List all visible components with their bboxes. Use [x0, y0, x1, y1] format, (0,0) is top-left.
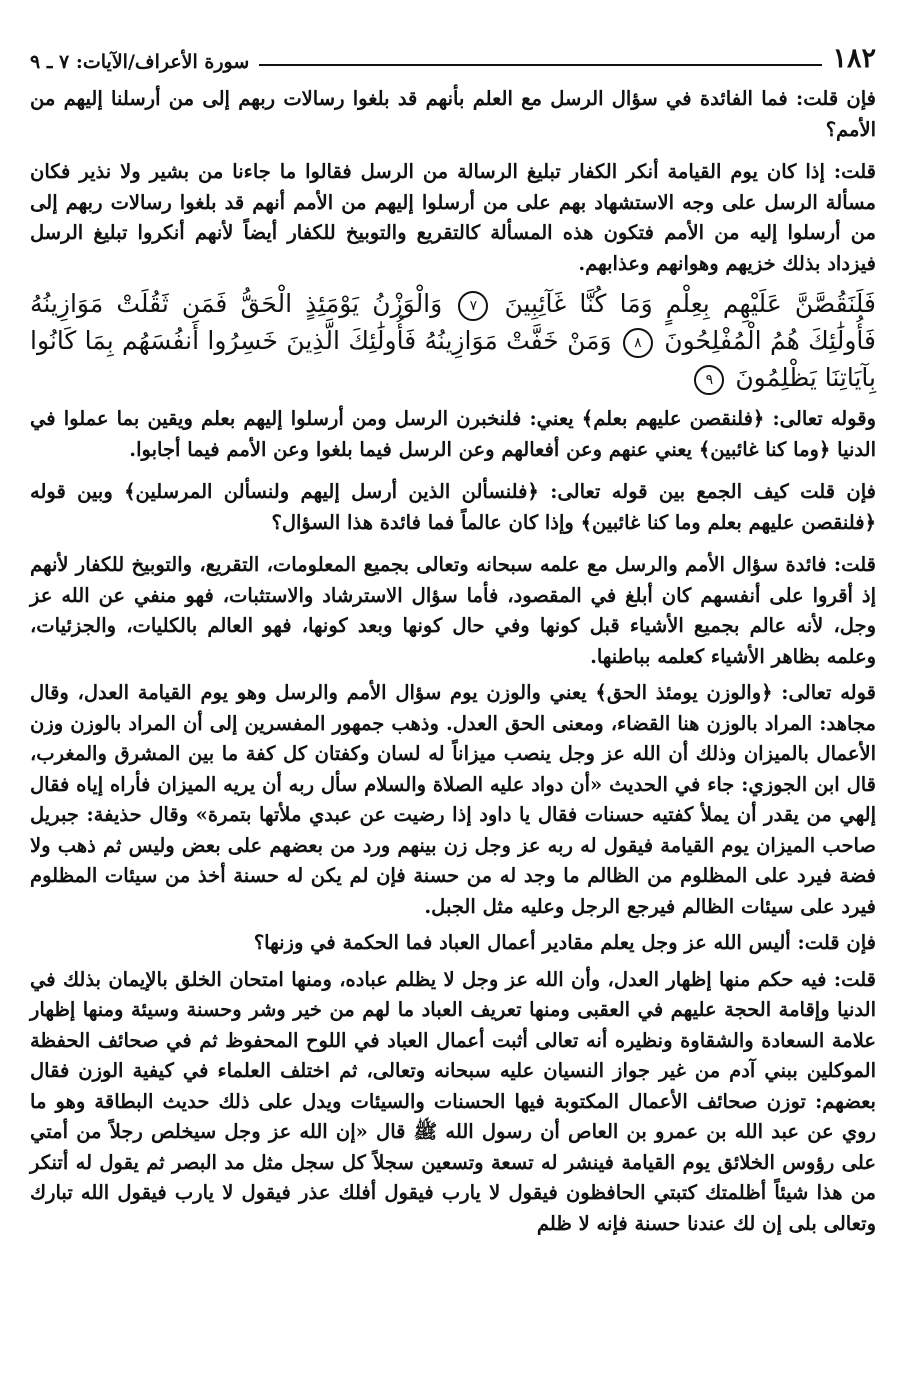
page-number: ١٨٢ [832, 43, 876, 74]
header-rule [259, 64, 822, 66]
verse-text: فَلَنَقُصَّنَّ عَلَيْهِم بِعِلْمٍ وَمَا كُنَّا غَآئِبِينَ [504, 289, 877, 318]
verse-text: وَالْوَزْنُ يَوْمَئِذٍ الْحَقُّ فَمَن ثَقُلَتْ مَوَازِينُهُ فَأُولَٰئِكَ هُمُ الْمُفْلِحُونَ [30, 289, 876, 355]
verse-text: وَمَنْ خَفَّتْ مَوَازِينُهُ فَأُولَٰئِكَ الَّذِينَ خَسِرُوا أَنفُسَهُم بِمَا كَانُوا بِآيَاتِنَا يَظْلِمُونَ [30, 326, 876, 392]
paragraph: فإن قلت كيف الجمع بين قوله تعالى: ﴿فلنسألن الذين أرسل إليهم ولنسألن المرسلين﴾ وبين قوله ﴿فلنقصن عليهم بعلم وما كنا غائبين﴾ وإذا كان عالماً فما فائدة هذا السؤال؟ [30, 480, 876, 534]
paragraph: وقوله تعالى: ﴿فلنقصن عليهم بعلم﴾ يعني: فلنخبرن الرسل ومن أرسلوا إليهم بعلم ويقين بما عملوا في الدنيا ﴿وما كنا غائبين﴾ يعني عنهم وعن أفعالهم وعن الرسل فيما بلغوا وعن الأمم فيما أجابوا. [30, 407, 876, 461]
paragraph: قلت: فيه حكم منها إظهار العدل، وأن الله عز وجل لا يظلم عباده، ومنها امتحان الخلق بالإيمان بذلك في الدنيا وإقامة الحجة عليهم في العقبى ومنها تعريف العباد ما لهم من خير وشر وحسنة وسيئة ومنها إظهار علامة السعادة والشقاوة ونظيره أنه تعالى أثبت أعمال العباد في اللوح المحفوظ ثم في صحائف الحفظة الموكلين ببني آدم من غير جواز النسيان عليه سبحانه وتعالى، ثم اختلف العلماء في كيفية الوزن فقال بعضهم: توزن صحائف الأعمال المكتوبة فيها الحسنات والسيئات ويدل على ذلك حديث البطاقة وهو ما روي عن عبد الله بن عمرو بن العاص أن رسول الله ﷺ قال «إن الله عز وجل سيخلص رجلاً من أمتي على رؤوس الخلائق يوم القيامة فينشر له تسعة وتسعين سجلاً كل سجل مثل مد البصر ثم يقول له أتنكر من هذا شيئاً أظلمتك كتبتي الحافظون فيقول لا يارب فيقول أفلك عذر فيقول لا يارب فيقول الله تبارك وتعالى بلى إن لك عندنا حسنة فإنه لا ظلم [30, 967, 876, 1235]
page-header [30, 38, 876, 72]
paragraph: فإن قلت: أليس الله عز وجل يعلم مقادير أعمال العباد فما الحكمة في وزنها؟ [253, 931, 876, 954]
quran-verse-block [30, 285, 876, 396]
paragraph: قوله تعالى: ﴿والوزن يومئذ الحق﴾ يعني والوزن يوم سؤال الأمم والرسل وهو يوم القيامة العدل، وقال مجاهد: المراد بالوزن هنا القضاء، ومعنى الحق العدل. وذهب جمهور المفسرين إلى أن المراد بالوزن وزن الأعمال بالميزان وذلك أن الله عز وجل ينصب ميزاناً له لسان وكفتان كل كفة ما بين المشرق والمغرب، قال ابن الجوزي: جاء في الحديث «أن دواد عليه الصلاة والسلام سأل ربه أن يريه الميزان فأراه إياه فقال إلهي من يقدر أن يملأ كفتيه حسنات فقال يا داود إذا رضيت عن عبدي ملأتها بتمرة» وقال حذيفة: جبريل صاحب الميزان يوم القيامة فيقول له ربه عز وجل زن بينهم ورد من بعضهم على بعض وليس ثم ذهب ولا فضة فيرد على المظلوم من الظالم ما وجد له من حسنة فإن لم يكن له حسنة أخذ من سيئات المظلوم فيرد على سيئات الظالم فيرجع الرجل وعليه مثل الجبل. [30, 681, 876, 918]
body-text [30, 84, 876, 1239]
running-title: سورة الأعراف/الآيات: ٧ ـ ٩ [30, 51, 250, 73]
verse-number-marker: ٩ [694, 365, 724, 395]
verse-number-marker: ٧ [458, 291, 488, 321]
paragraph: قلت: إذا كان يوم القيامة أنكر الكفار تبليغ الرسالة من الرسل فقالوا ما جاءنا من بشير ولا نذير فكان مسألة الرسل على وجه الاستشهاد بهم على من أرسلوا إليهم من الأمم أنهم قد بلغوا رسالات ربهم إلى من أرسلوا إليه من الأمم فتكون هذه المسألة كالتقريع والتوبيخ للكفار أيضاً لأنهم أنكروا تبليغ الرسل فيزداد بذلك خزيهم وهوانهم وعذابهم. [30, 160, 876, 275]
paragraph: قلت: فائدة سؤال الأمم والرسل مع علمه سبحانه وتعالى بجميع المعلومات، التقريع، والتوبيخ للكفار لأنهم إذ أقروا على أنفسهم كان أبلغ في المقصود، فأما سؤال الاسترشاد والاستثبات، فهو منفي عن الله عز وجل، لأنه عالم بجميع الأشياء قبل كونها وفي حال كونها وبعد كونها، فهو العالم بالكليات، والجزئيات، وعلمه بظاهر الأشياء كعلمه بباطنها. [30, 553, 876, 668]
verse-number-marker: ٨ [623, 328, 653, 358]
paragraph: فإن قلت: فما الفائدة في سؤال الرسل مع العلم بأنهم قد بلغوا رسالات ربهم إلى من أرسلنا إليهم من الأمم؟ [30, 87, 876, 141]
